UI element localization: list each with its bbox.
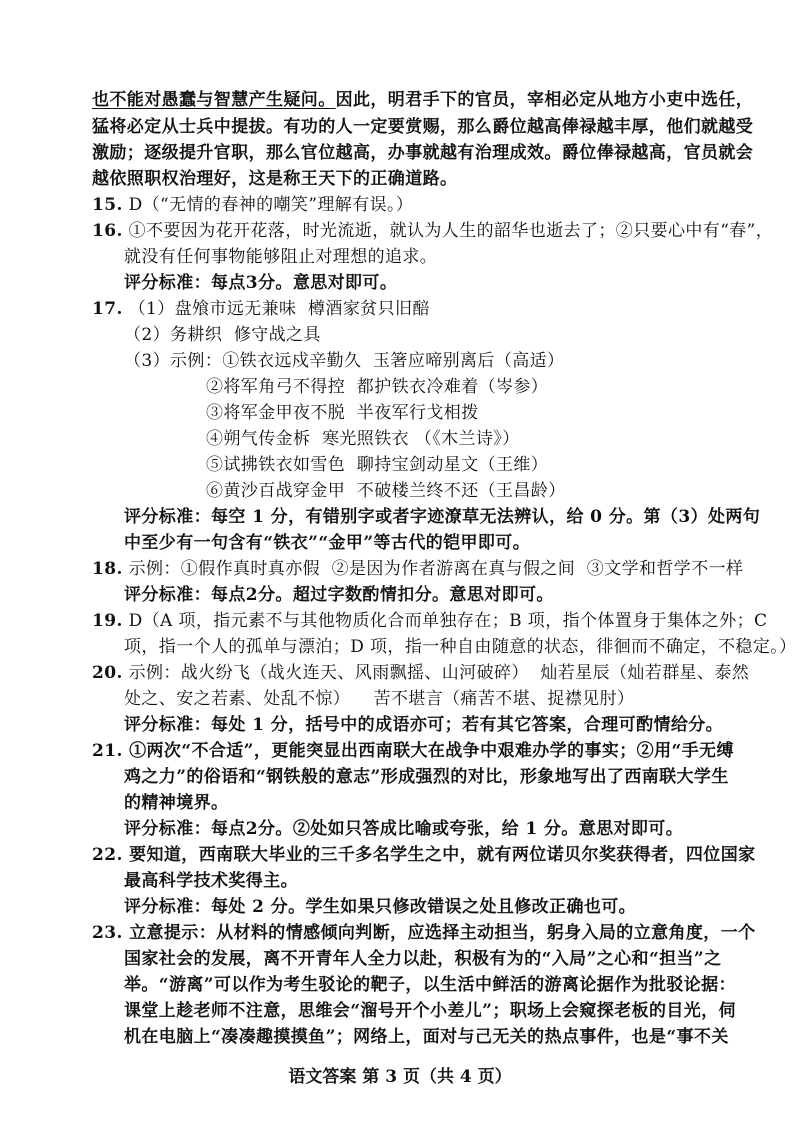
answer-15: 15. D（“无情的春神的嘲笑”理解有误。） (92, 195, 414, 215)
answer-17-example-5: ⑤试拂铁衣如雪色 聊持宝剑动星文（王维） (206, 455, 549, 475)
intro-line-2: 猛将必定从士兵中提拔。有功的人一定要赏赐，那么爵位越高俸禄越丰厚，他们就越受 (92, 117, 754, 137)
answer-22-line-2: 最高科学技术奖得主。 (124, 871, 298, 891)
answer-23-line-3: 举。“游离”可以作为考生驳论的靶子，以生活中鲜活的游离论据作为批驳论据： (124, 975, 736, 995)
answer-18-scoring: 评分标准：每点2分。超过字数酌情扣分。意思对即可。 (124, 585, 554, 605)
answer-17-example-4: ④朔气传金柝 寒光照铁衣 （《木兰诗》） (206, 429, 520, 449)
answer-21-scoring: 评分标准：每点2分。②处如只答成比喻或夸张，给 1 分。意思对即可。 (124, 819, 684, 839)
answer-17: 17. （1）盘飧市远无兼味 樽酒家贫只旧醅 (92, 299, 430, 319)
answer-20-line-2: 处之、安之若素、处乱不惊） 苦不堪言（痛苦不堪、捉襟见肘） (124, 689, 635, 709)
answer-23: 23. 立意提示：从材料的情感倾向判断，应选择主动担当，躬身入局的立意角度，一个 (92, 923, 756, 943)
answer-16-line-2: 就没有任何事物能够阻止对理想的追求。 (124, 247, 438, 267)
answer-23-line-5: 机在电脑上“凑凑趣摸摸鱼”；网络上，面对与己无关的热点事件，也是“事不关 (124, 1027, 729, 1047)
answer-18: 18. 示例：①假作真时真亦假 ②是因为作者游离在真与假之间 ③文学和哲学不一样 (92, 559, 744, 579)
intro-underlined: 也不能对愚蠢与智慧产生疑问。 (92, 90, 336, 110)
answer-23-line-2: 国家社会的发展，离不开青年人全力以赴，积极有为的“入局”之心和“担当”之 (124, 949, 722, 969)
answer-23-line-4: 课堂上趁老师不注意，思维会“溜号开个小差儿”；职场上会窥探老板的目光，伺 (124, 1001, 736, 1021)
intro-line-4: 越依照职权治理好，这是称王天下的正确道路。 (92, 169, 458, 189)
answer-17-example-6: ⑥黄沙百战穿金甲 不破楼兰终不还（王昌龄） (206, 481, 566, 501)
answer-17-example-2: ②将军角弓不得控 都护铁衣冷难着（岑参） (206, 377, 549, 397)
answer-22-scoring: 评分标准：每处 2 分。学生如果只修改错误之处且修改正确也可。 (124, 897, 637, 917)
answer-20-scoring: 评分标准：每处 1 分，括号中的成语亦可；若有其它答案，合理可酌情给分。 (124, 715, 724, 735)
answer-16-scoring: 评分标准：每点3分。意思对即可。 (124, 273, 398, 293)
answer-17-item-3: （3）示例：①铁衣远戍辛勤久 玉箸应啼别离后（高适） (124, 351, 565, 371)
answer-21: 21. ①两次“不合适”，更能突显出西南联大在战争中艰难办学的事实；②用“手无缚 (92, 741, 734, 761)
answer-21-line-3: 的精神境界。 (124, 793, 229, 813)
answer-20: 20. 示例：战火纷飞（战火连天、风雨飘摇、山河破碎） 灿若星辰（灿若群星、泰然 (92, 663, 750, 683)
answer-22: 22. 要知道，西南联大毕业的三千多名学生之中，就有两位诺贝尔奖获得者，四位国家 (92, 845, 756, 865)
answer-19-line-2: 项，指一个人的孤单与漂泊；D 项，指一种自由随意的状态，徘徊而不确定，不稳定。） (124, 637, 797, 657)
page-footer: 语文答案 第 3 页（共 4 页） (288, 1067, 512, 1087)
answer-17-scoring-2: 中至少有一句含有“铁衣”“金甲”等古代的铠甲即可。 (124, 533, 531, 553)
answer-16: 16. ①不要因为花开花落，时光流逝，就认为人生的韶华也逝去了；②只要心中有“春”， (92, 221, 774, 241)
intro-line-1: 也不能对愚蠢与智慧产生疑问。因此，明君手下的官员，宰相必定从地方小吏中选任， (92, 90, 754, 110)
intro-line-3: 激励；逐级提升官职，那么官位越高，办事就越有治理成效。爵位俸禄越高，官员就会 (92, 143, 754, 163)
answer-19: 19. D（A 项，指元素不与其他物质化合而单独存在；B 项，指个体置身于集体之外；C (92, 611, 768, 631)
answer-17-item-2: （2）务耕织 修守战之具 (124, 325, 321, 345)
answer-17-example-3: ③将军金甲夜不脱 半夜军行戈相拨 (206, 403, 479, 423)
answer-17-scoring-1: 评分标准：每空 1 分，有错别字或者字迹潦草无法辨认，给 0 分。第（3）处两句 (124, 507, 761, 527)
answer-21-line-2: 鸡之力”的俗语和“钢铁般的意志”形成强烈的对比，形象地写出了西南联大学生 (124, 767, 729, 787)
